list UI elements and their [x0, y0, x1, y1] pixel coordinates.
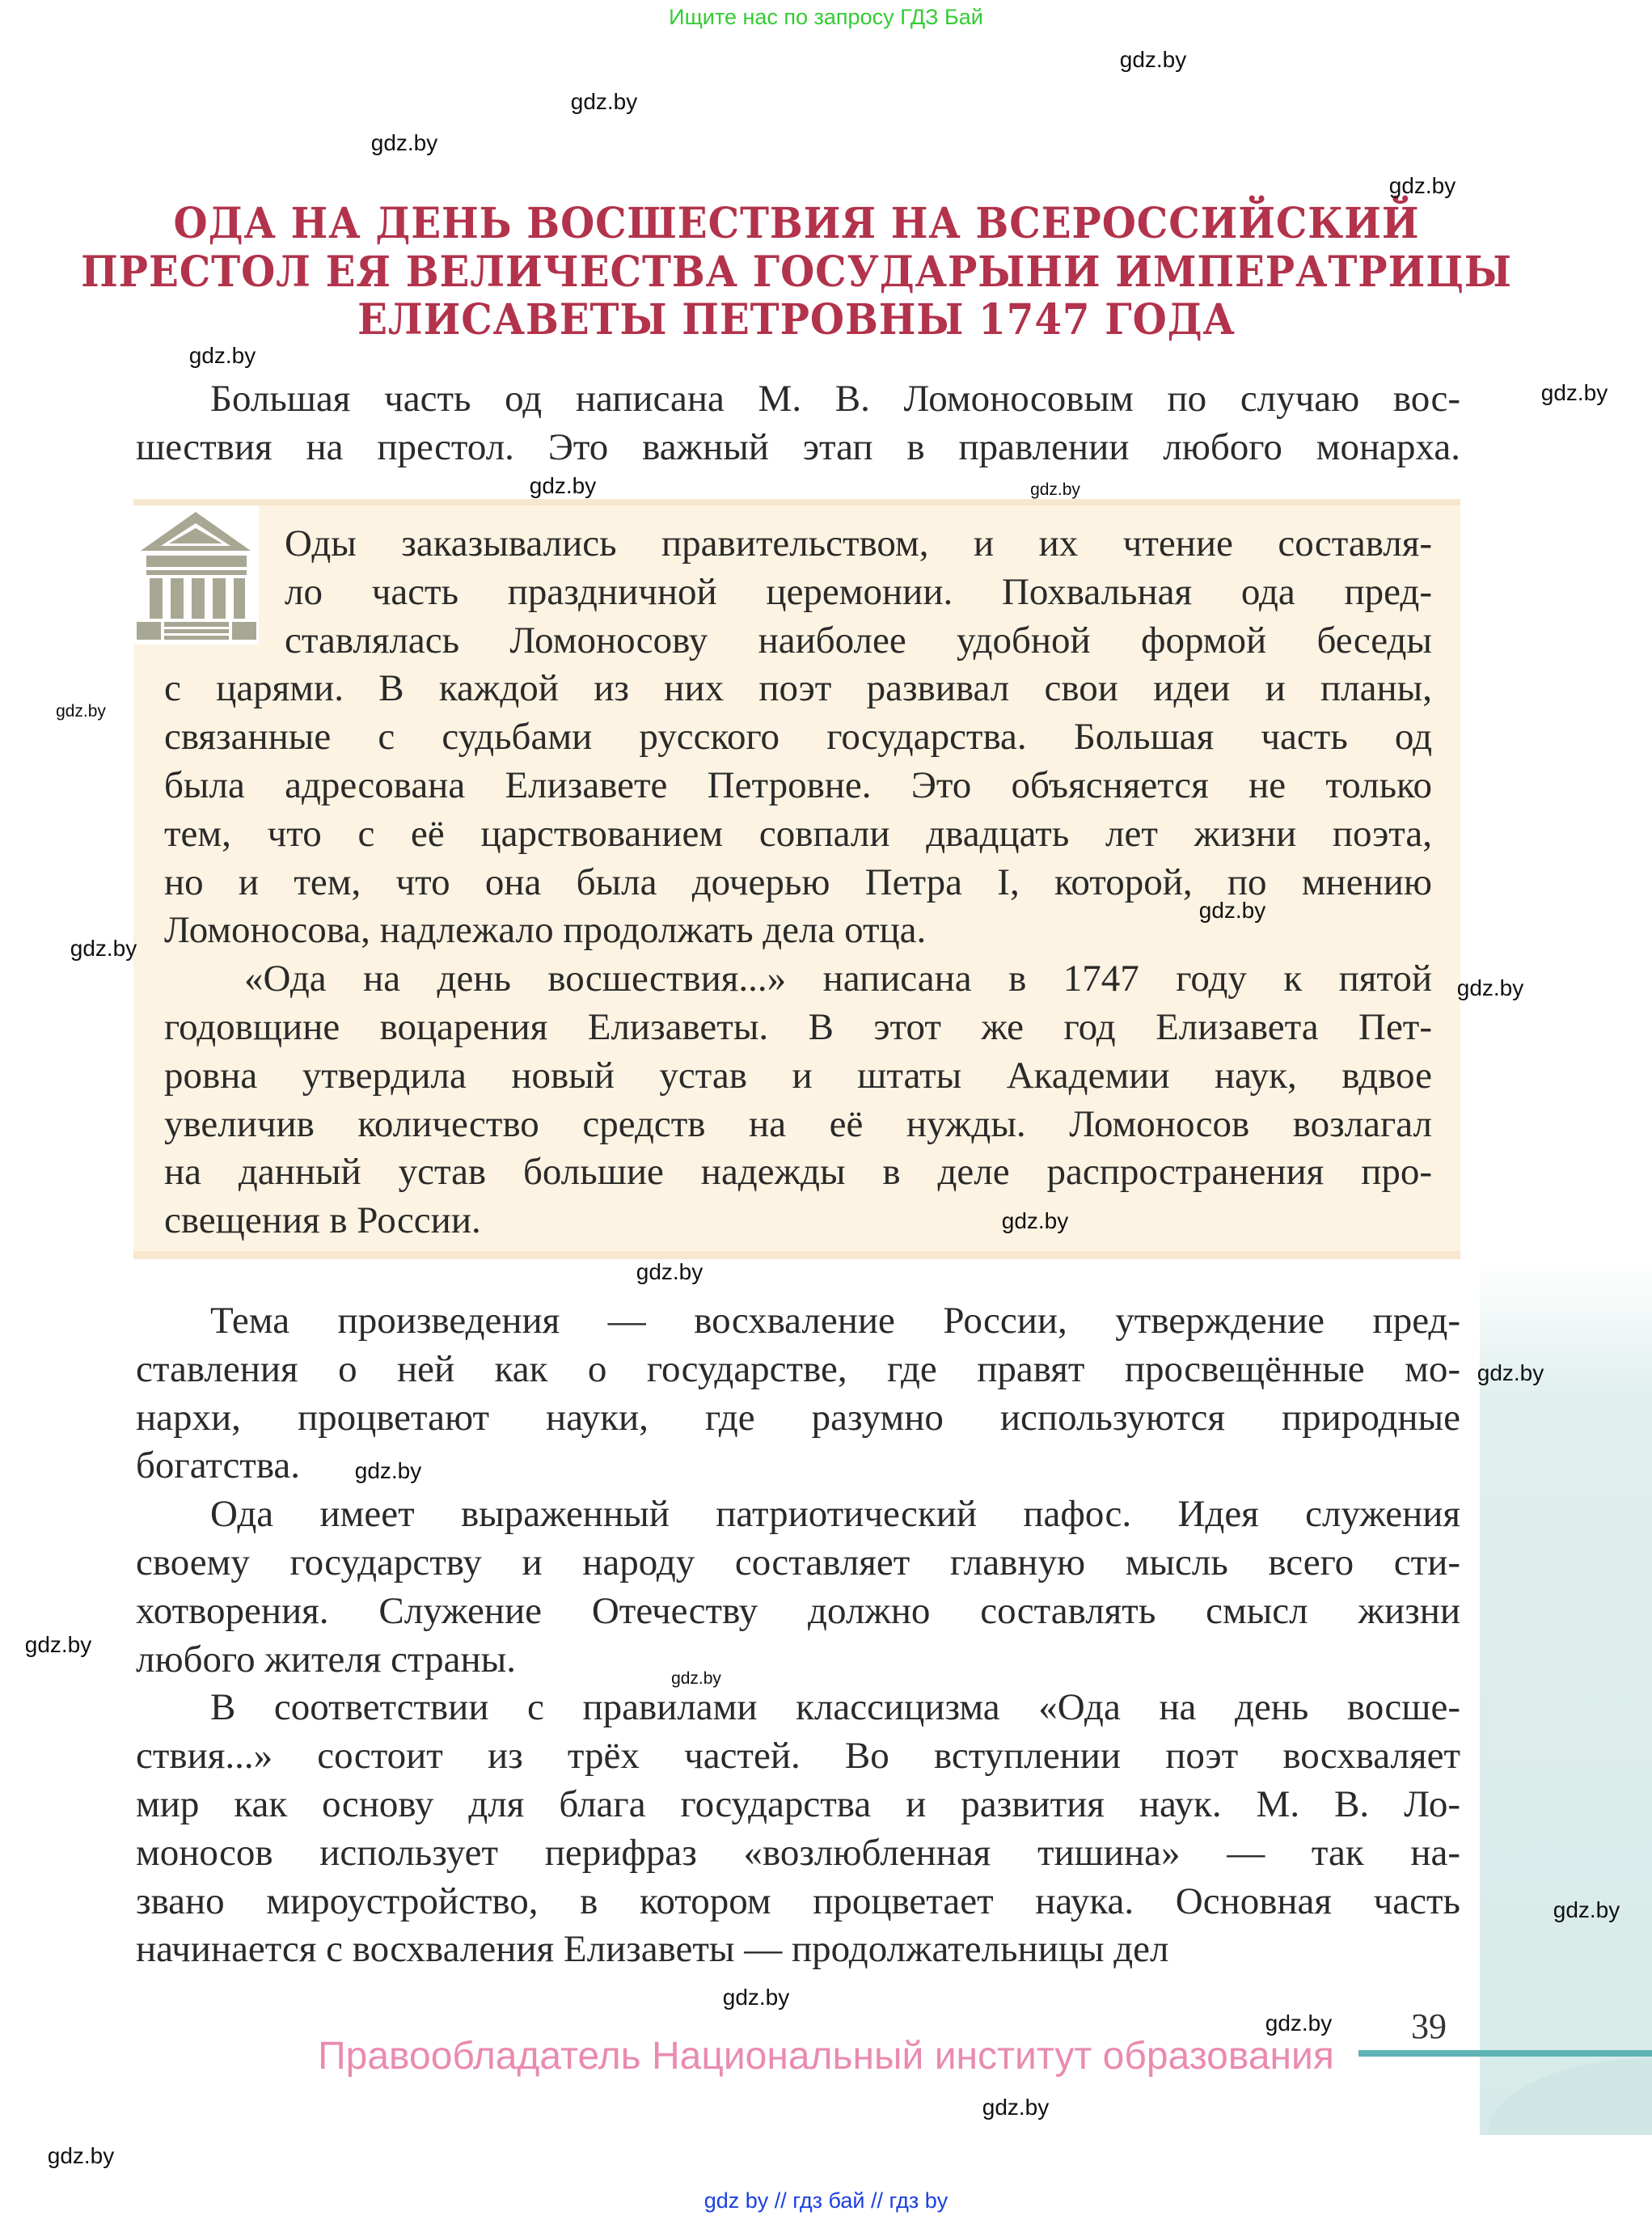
watermark: gdz.by	[671, 1669, 721, 1688]
text-line: начинается с восхваления Елизаветы — продолжательницы дел	[136, 1928, 1169, 1971]
decorative-side-strip	[1480, 1262, 1652, 2135]
watermark: gdz.by	[1030, 480, 1080, 499]
text-line: мир как основу для блага государства и развития наук. М. В. Ло-	[136, 1783, 1460, 1825]
info-box-border	[133, 499, 1460, 505]
text-line: своему государству и народу составляет главную мысль всего сти-	[136, 1541, 1460, 1583]
watermark: gdz.by	[636, 1259, 703, 1284]
watermark: gdz.by	[1456, 975, 1524, 1000]
watermark: gdz.by	[1388, 173, 1456, 198]
bottom-links[interactable]: gdz by // гдз бай // гдз by	[703, 2188, 949, 2213]
text-line: на данный устав большие надежды в деле распространения про-	[164, 1151, 1432, 1194]
text-line: любого жителя страны.	[136, 1638, 516, 1681]
text-line: ровна утвердила новый устав и штаты Академии наук, вдвое	[164, 1054, 1432, 1097]
text-line: свещения в России.	[164, 1199, 481, 1242]
watermark: gdz.by	[570, 89, 638, 114]
watermark: gdz.by	[982, 2095, 1050, 2120]
watermark: gdz.by	[47, 2143, 115, 2168]
page-title-line: ПРЕСТОЛ ЕЯ ВЕЛИЧЕСТВА ГОСУДАРЫНИ ИМПЕРАТРИЦЫ	[81, 247, 1512, 297]
page-title-line: ЕЛИСАВЕТЫ ПЕТРОВНЫ 1747 ГОДА	[357, 295, 1236, 345]
text-line: «Ода на день восшествия...» написана в 1747 году к пятой	[244, 958, 1432, 1000]
building-icon	[133, 505, 259, 645]
text-line: ставления о ней как о государстве, где правят просвещённые мо-	[136, 1347, 1460, 1390]
watermark: gdz.by	[1119, 47, 1187, 72]
text-line: моносов использует перифраз «возлюбленная тишина» — так на-	[136, 1831, 1460, 1874]
text-line: увеличив количество средств на её нужды. Ломоносов возлагал	[164, 1102, 1432, 1145]
watermark: gdz.by	[722, 1985, 790, 2010]
text-line: но и тем, что она была дочерью Петра I, которой, по мнению	[164, 860, 1432, 903]
text-line: ставлялась Ломоносову наиболее удобной формой беседы	[285, 619, 1432, 662]
text-line: нархи, процветают науки, где разумно используются природные	[136, 1396, 1460, 1439]
text-line: хотворения. Служение Отечеству должно составлять смысл жизни	[136, 1589, 1460, 1632]
text-line: ствия...» состоит из трёх частей. Во вступлении поэт восхваляет	[136, 1735, 1460, 1778]
watermark: gdz.by	[1553, 1897, 1620, 1922]
text-line: связанные с судьбами русского государства. Большая часть од	[164, 716, 1432, 759]
watermark: gdz.by	[70, 936, 137, 961]
text-line: с царями. В каждой из них поэт развивал свои идеи и планы,	[164, 667, 1432, 710]
copyright-notice: Правообладатель Национальный институт образования	[318, 2035, 1334, 2078]
text-line: была адресована Елизавете Петровне. Это объясняется не только	[164, 764, 1432, 806]
watermark: gdz.by	[370, 130, 438, 155]
text-line: Тема произведения — восхваление России, утверждение пред-	[210, 1300, 1460, 1342]
text-line: Ломоносова, надлежало продолжать дела отца.	[164, 909, 927, 952]
text-line: Оды заказывались правительством, и их чтение составля-	[285, 522, 1432, 564]
watermark: gdz.by	[1001, 1208, 1069, 1233]
text-line: богатства.	[136, 1444, 301, 1487]
text-line: звано мироустройство, в котором процветает наука. Основная часть	[136, 1879, 1460, 1922]
text-line: шествия на престол. Это важный этап в правлении любого монарха.	[136, 425, 1460, 468]
text-line: тем, что с её царствованием совпали двадцать лет жизни поэта,	[164, 812, 1432, 855]
info-box-border	[133, 1251, 1460, 1259]
text-line: Ода имеет выраженный патриотический пафос. Идея служения	[210, 1493, 1460, 1536]
watermark: gdz.by	[1540, 380, 1608, 405]
watermark: gdz.by	[56, 702, 106, 721]
page-number: 39	[1411, 2006, 1447, 2046]
watermark: gdz.by	[24, 1632, 92, 1657]
text-line: ло часть праздничной церемонии. Похвальная ода пред-	[285, 570, 1432, 613]
watermark: gdz.by	[529, 473, 597, 498]
watermark: gdz.by	[354, 1458, 422, 1483]
search-hint: Ищите нас по запросу ГДЗ Бай	[669, 5, 983, 29]
watermark: gdz.by	[188, 343, 256, 368]
text-line: В соответствии с правилами классицизма «Ода на день восше-	[210, 1686, 1460, 1729]
text-line: Большая часть од написана М. В. Ломоносовым по случаю вос-	[210, 378, 1460, 420]
watermark: gdz.by	[1198, 898, 1266, 923]
page-title-line: ОДА НА ДЕНЬ ВОСШЕСТВИЯ НА ВСЕРОССИЙСКИЙ	[173, 199, 1420, 248]
watermark: gdz.by	[1265, 2010, 1333, 2036]
text-line: годовщине воцарения Елизаветы. В этот же год Елизавета Пет-	[164, 1006, 1432, 1048]
watermark: gdz.by	[1477, 1360, 1544, 1385]
